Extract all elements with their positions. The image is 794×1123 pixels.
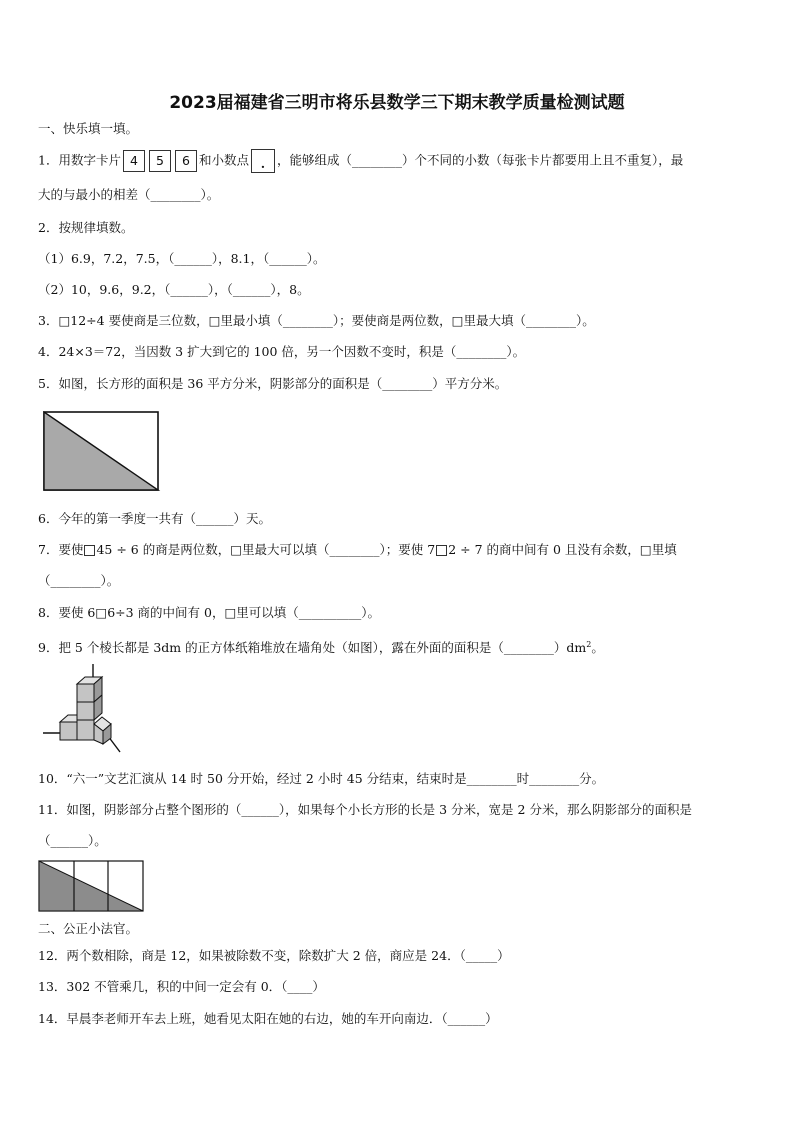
blank-box [84, 545, 95, 556]
question-9: 9．把 5 个棱长都是 3dm 的正方体纸箱堆放在墙角处（如图），露在外面的面积是$(\_\_\_\_\_\_\_\_)dm^2$。 [38, 640, 604, 656]
decimal-point-card: . [251, 149, 275, 173]
digit-card: 5 [149, 150, 171, 172]
question-1-line-2: 大的与最小的相差（________）。 [38, 187, 220, 202]
rectangle-shaded-triangle-figure [43, 411, 161, 493]
question-5: 5．如图，长方形的面积是 36 平方分米，阴影部分的面积是（________）平方分米。 [38, 376, 508, 391]
question-2: 2．按规律填数。 [38, 220, 134, 235]
question-14: 14．早晨李老师开车去上班，她看见太阳在她的右边，她的车开向南边．（______） [38, 1011, 498, 1026]
question-8: 8．要使 6□6÷3 商的中间有 0，□里可以填（__________）。 [38, 605, 381, 620]
question-10: 10．“六一”文艺汇演从 14 时 50 分开始，经过 2 小时 45 分结束，结束时是________时________分。 [38, 771, 605, 786]
stacked-cubes-figure [40, 662, 124, 754]
question-6: 6．今年的第一季度一共有（______）天。 [38, 511, 271, 526]
page-title: 2023届福建省三明市将乐县数学三下期末教学质量检测试题 [169, 93, 625, 113]
section-heading-1: 一、快乐填一填。 [38, 121, 139, 136]
blank-box [436, 545, 447, 556]
digit-card: 4 [123, 150, 145, 172]
section-heading-2: 二、公正小法官。 [38, 921, 139, 936]
question-4: 4．24×3＝72，当因数 3 扩大到它的 100 倍，另一个因数不变时，积是（________）。 [38, 344, 526, 359]
question-11-line-2: （______）。 [38, 833, 107, 848]
question-3: 3．□12÷4 要使商是三位数，□里最小填（________）；要使商是两位数，□里最大填（________）。 [38, 313, 595, 328]
question-7-line-2: （________）。 [38, 573, 120, 588]
question-12: 12．两个数相除，商是 12，如果被除数不变，除数扩大 2 倍，商应是 24．（_____） [38, 948, 510, 963]
question-7: 7．要使 45 ÷ 6 的商是两位数，□里最大可以填（________）；要使 7 2 ÷ 7 的商中间有 0 且没有余数，□里填 [38, 542, 677, 557]
question-2-part-2: （2）10，9.6，9.2，（______），（______），8。 [38, 282, 310, 297]
question-2-part-1: （1）6.9，7.2，7.5，（______），8.1，（______）。 [38, 251, 326, 266]
question-11: 11．如图，阴影部分占整个图形的（______），如果每个小长方形的长是 3 分米，宽是 2 分米，那么阴影部分的面积是 [38, 802, 692, 817]
question-1: 1．用数字卡片 4 5 6 和小数点 . ，能够组成（________）个不同的小数（每张卡片都要用上且不重复），最 [38, 149, 683, 173]
question-13: 13．302 不管乘几，积的中间一定会有 0．（____） [38, 979, 325, 994]
three-rectangles-shaded-figure [38, 860, 146, 914]
digit-card: 6 [175, 150, 197, 172]
